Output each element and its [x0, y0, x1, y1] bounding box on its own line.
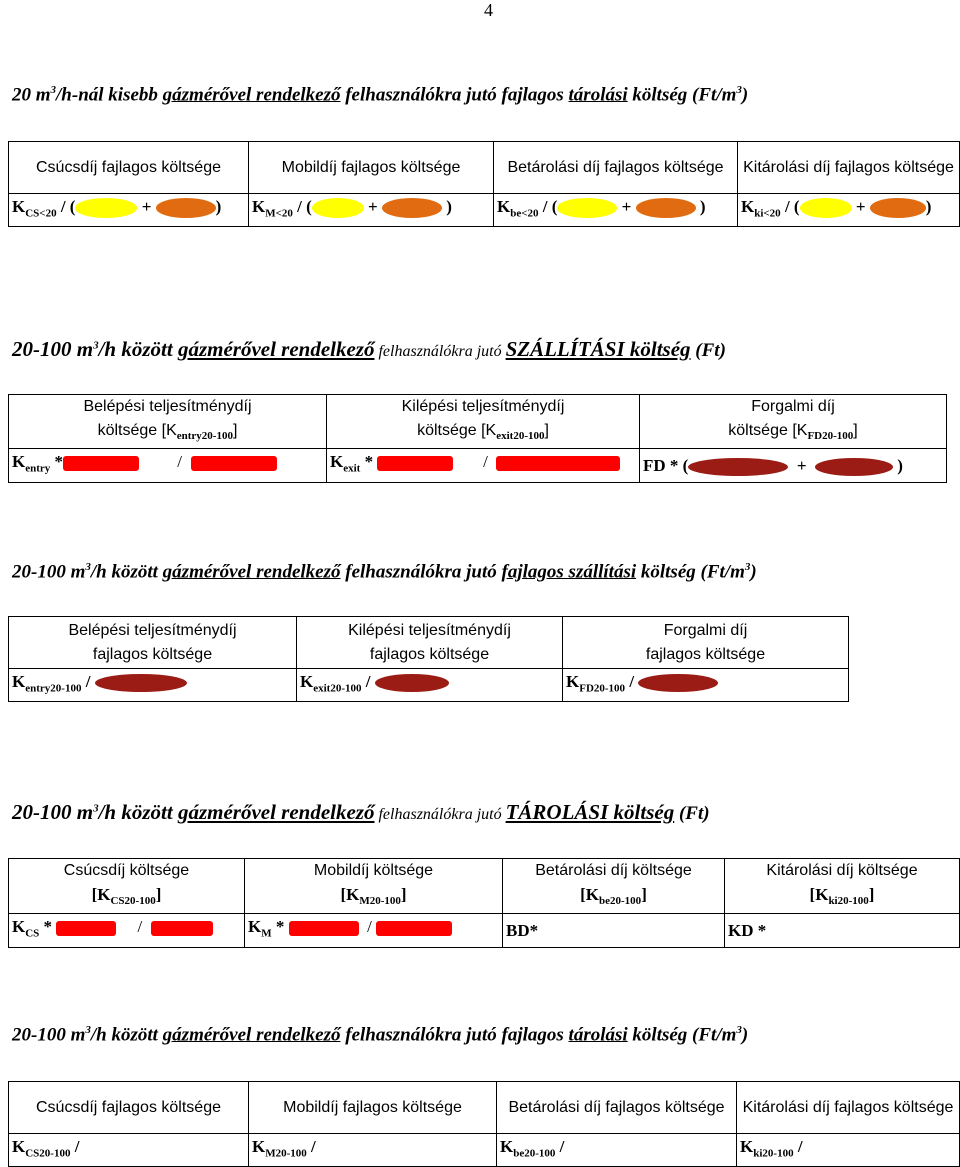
- placeholder-shape: [382, 198, 442, 218]
- placeholder-shape: [800, 198, 852, 218]
- section2-header-exit: Kilépési teljesítménydíj költsége $[K_{exit20-100}]$: [327, 395, 640, 449]
- section4-formula-mobile: $K_M$ * /: [245, 914, 503, 947]
- section1-header-peak: Csúcsdíj fajlagos költsége: [9, 142, 249, 194]
- section1-formula-withdrawal: $K_{ki<20}$ / ( + ): [738, 194, 960, 227]
- placeholder-shape: [191, 456, 277, 471]
- section1-header-injection: Betárolási díj fajlagos költsége: [494, 142, 738, 194]
- section1-header-withdrawal: Kitárolási díj fajlagos költsége: [738, 142, 960, 194]
- placeholder-shape: [870, 198, 926, 218]
- placeholder-shape: [156, 198, 216, 218]
- placeholder-shape: [312, 198, 364, 218]
- section1-table: [8, 141, 960, 227]
- section4-header-withdrawal: Kitárolási díj költsége $[K_{ki20-100}]$: [725, 859, 960, 914]
- section3-formula-flow: $K_{FD20-100}$ /: [563, 669, 849, 702]
- placeholder-shape: [95, 674, 187, 692]
- section1-header-mobile: Mobildíj fajlagos költsége: [249, 142, 494, 194]
- section4-table: [8, 858, 960, 948]
- placeholder-shape: [638, 674, 718, 692]
- section5-heading: 20-100 $m^3/h$ között gázmérővel rendelkező felhasználókra jutó fajlagos tárolási költség $(Ft/m^3)$: [12, 1024, 749, 1046]
- section2-formula-entry: $K_{entry}$ * /: [9, 449, 327, 482]
- section4-header-peak: Csúcsdíj költsége $[K_{CS20-100}]$: [9, 859, 245, 914]
- section1-formula-mobile: $K_{M<20}$ / ( + ): [249, 194, 494, 227]
- section3-formula-entry: $K_{entry20-100}$ /: [9, 669, 297, 702]
- section1-heading: 20 $m^3/h$-nál kisebb gázmérővel rendelkező felhasználókra jutó fajlagos tárolási költség $(Ft/m^3)$: [12, 84, 749, 106]
- placeholder-shape: [815, 458, 893, 476]
- section2-formula-exit: $K_{exit}$ * /: [327, 449, 640, 482]
- page-number: 4: [484, 0, 493, 20]
- section4-header-mobile: Mobildíj költsége $[K_{M20-100}]$: [245, 859, 503, 914]
- section3-header-flow: Forgalmi díj fajlagos költsége: [563, 617, 849, 669]
- placeholder-shape: [496, 456, 620, 471]
- section5-header-peak: Csúcsdíj fajlagos költsége: [9, 1082, 249, 1134]
- placeholder-shape: [375, 674, 449, 692]
- section4-formula-injection: BD*: [503, 914, 725, 947]
- section1-formula-injection: $K_{be<20}$ / ( + ): [494, 194, 738, 227]
- placeholder-shape: [557, 198, 617, 218]
- section4-header-injection: Betárolási díj költsége $[K_{be20-100}]$: [503, 859, 725, 914]
- section4-formula-withdrawal: KD *: [725, 914, 960, 947]
- section2-header-entry: Belépési teljesítménydíj költsége $[K_{entry20-100}]$: [9, 395, 327, 449]
- section5-header-mobile: Mobildíj fajlagos költsége: [249, 1082, 497, 1134]
- section2-header-flow: Forgalmi díj költsége $[K_{FD20-100}]$: [640, 395, 947, 449]
- section5-formula-peak: $K_{CS20-100}$ /: [9, 1134, 249, 1167]
- section3-header-entry: Belépési teljesítménydíj fajlagos költsége: [9, 617, 297, 669]
- section5-formula-injection: $K_{be20-100}$ /: [497, 1134, 737, 1167]
- section2-formula-flow: FD * ( + ): [640, 449, 947, 482]
- placeholder-shape: [636, 198, 696, 218]
- section5-header-withdrawal: Kitárolási díj fajlagos költsége: [737, 1082, 960, 1134]
- section4-formula-peak: $K_{CS}$ * /: [9, 914, 245, 947]
- section5-formula-mobile: $K_{M20-100}$ /: [249, 1134, 497, 1167]
- placeholder-shape: [151, 921, 213, 936]
- section2-heading: 20-100 $m^3/h$ között gázmérővel rendelkező felhasználókra jutó SZÁLLÍTÁSI költség (Ft): [12, 337, 726, 361]
- placeholder-shape: [56, 921, 116, 936]
- section2-table: [8, 394, 947, 483]
- section3-table: [8, 616, 849, 702]
- placeholder-shape: [376, 921, 452, 936]
- section3-heading: 20-100 $m^3/h$ között gázmérővel rendelkező felhasználókra jutó fajlagos szállítási költség $(Ft/m^3)$: [12, 561, 757, 583]
- placeholder-shape: [75, 198, 137, 218]
- section3-formula-exit: $K_{exit20-100}$ /: [297, 669, 563, 702]
- placeholder-shape: [289, 921, 359, 936]
- section5-table: [8, 1081, 960, 1167]
- section1-formula-peak: $K_{CS<20}$ / ( + ): [9, 194, 249, 227]
- section4-heading: 20-100 $m^3/h$ között gázmérővel rendelkező felhasználókra jutó TÁROLÁSI költség (Ft): [12, 800, 710, 824]
- section5-header-injection: Betárolási díj fajlagos költsége: [497, 1082, 737, 1134]
- section3-header-exit: Kilépési teljesítménydíj fajlagos költsége: [297, 617, 563, 669]
- placeholder-shape: [688, 458, 788, 476]
- placeholder-shape: [377, 456, 453, 471]
- section5-formula-withdrawal: $K_{ki20-100}$ /: [737, 1134, 960, 1167]
- placeholder-shape: [63, 456, 139, 471]
